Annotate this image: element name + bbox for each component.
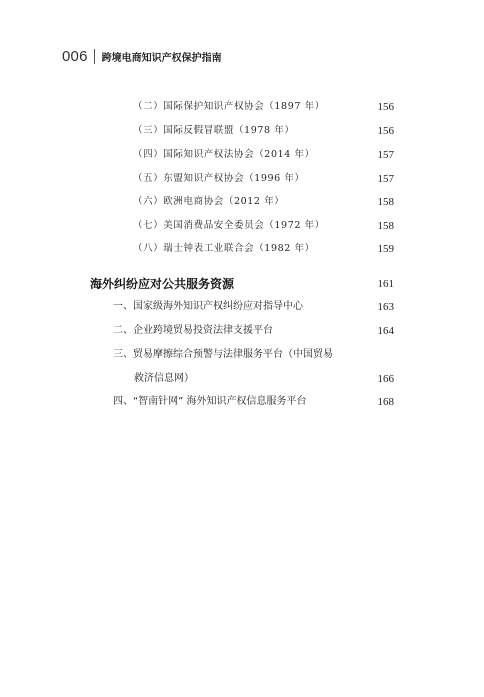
toc-item[interactable]	[0, 347, 484, 363]
toc-subentry-label: （五）东盟知识产权协会（1996 年）	[133, 173, 305, 184]
toc-page-number: 159	[377, 243, 394, 255]
toc-item-continuation[interactable]	[0, 371, 484, 387]
toc-item-label: 三、贸易摩擦综合预警与法律服务平台（中国贸易	[113, 349, 333, 360]
page-number: 006	[62, 47, 88, 65]
toc-section[interactable]	[0, 276, 484, 292]
toc-section-title: 海外纠纷应对公共服务资源	[90, 277, 235, 291]
toc-page-number: 168	[377, 396, 394, 408]
toc-subentry-label: （四）国际知识产权法协会（2014 年）	[133, 149, 315, 160]
toc-page-number: 156	[377, 125, 394, 137]
toc-page-number: 158	[377, 196, 394, 208]
toc-item-label: 救济信息网）	[134, 373, 194, 384]
toc-item-label: 二、企业跨境贸易投资法律支援平台	[113, 325, 273, 336]
toc-subentry[interactable]	[0, 218, 484, 234]
toc-item[interactable]	[0, 323, 484, 339]
toc-subentry-label: （八）瑞士钟表工业联合会（1982 年）	[133, 243, 315, 254]
toc-subentry[interactable]	[0, 194, 484, 210]
book-title: 跨境电商知识产权保护指南	[101, 52, 222, 64]
toc-subentry-label: （七）美国消费品安全委员会（1972 年）	[133, 220, 325, 231]
toc-item[interactable]	[0, 394, 484, 410]
toc-page-number: 164	[377, 325, 394, 337]
toc-subentry-label: （三）国际反假冒联盟（1978 年）	[133, 125, 295, 136]
toc-page-number: 161	[377, 278, 394, 290]
toc-subentry[interactable]	[0, 171, 484, 187]
toc-subentry[interactable]	[0, 147, 484, 163]
toc-subentry[interactable]	[0, 123, 484, 139]
toc-page-number: 157	[377, 149, 394, 161]
toc-item-label: 四、“智南针网” 海外知识产权信息服务平台	[113, 396, 307, 407]
toc-page-number: 158	[377, 220, 394, 232]
toc-subentry-label: （六）欧洲电商协会（2012 年）	[133, 196, 285, 207]
toc-subentry-label: （二）国际保护知识产权协会（1897 年）	[133, 101, 325, 112]
toc-page-number: 163	[377, 301, 394, 313]
toc-subentry[interactable]	[0, 241, 484, 257]
toc-page-number: 166	[377, 373, 394, 385]
toc-item[interactable]	[0, 299, 484, 315]
toc-page-number: 156	[377, 101, 394, 113]
header-divider	[94, 49, 95, 64]
toc-item-label: 一、国家级海外知识产权纠纷应对指导中心	[113, 301, 303, 312]
running-header	[62, 46, 222, 66]
toc-subentry[interactable]	[0, 99, 484, 115]
toc-page-number: 157	[377, 173, 394, 185]
